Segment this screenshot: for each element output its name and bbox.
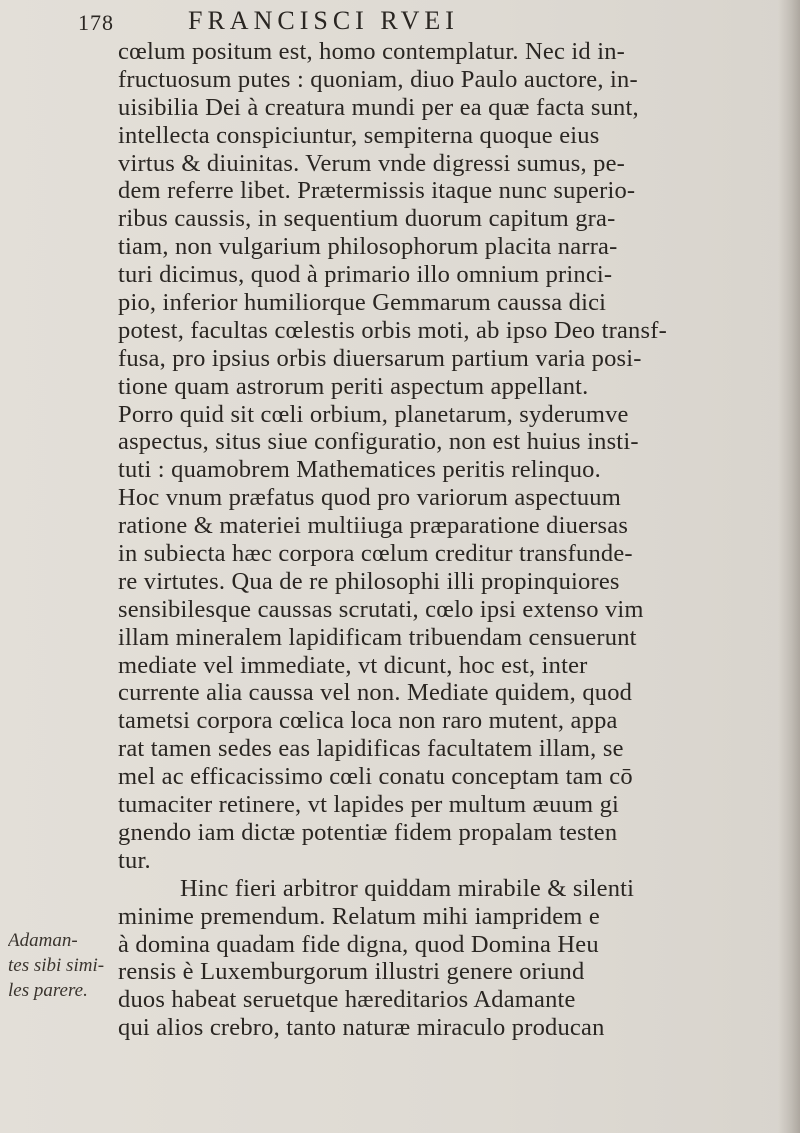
text-line: virtus & diuinitas. Verum vnde digressi sumus, pe- [118,149,625,177]
text-line: mel ac efficacissimo cœli conatu conceptam tam cō [118,763,633,791]
text-line: tione quam astrorum periti aspectum appellant. [118,372,589,400]
text-line: tur. [118,846,151,874]
text-line: re virtutes. Qua de re philosophi illi propinquiores [118,567,620,595]
text-line: currente alia caussa vel non. Mediate quidem, quod [118,679,633,707]
text-line: Porro quid sit cœli orbium, planetarum, syderumve [118,400,629,428]
text-line: sensibilesque caussas scrutati, cœlo ipsi extenso vim [118,595,644,623]
text-line: turi dicimus, quod à primario illo omnium princi- [118,261,613,289]
text-line: mediate vel immediate, vt dicunt, hoc est, inter [118,651,588,679]
text-line: uisibilia Dei à creatura mundi per ea quæ facta sunt, [118,93,639,121]
text-line: tumaciter retinere, vt lapides per multum æuum gi [118,791,620,819]
text-line: ribus caussis, in sequentium duorum capitum gra- [118,205,616,233]
marginal-note-line: Adaman- [8,930,78,951]
text-line: dem referre libet. Prætermissis itaque nunc superio- [118,177,636,205]
marginal-note [8,928,118,1003]
text-line: duos habeat seruetque hæreditarios Adamante [118,986,576,1014]
text-line: tuti : quamobrem Mathematices peritis relinquo. [118,456,601,484]
marginal-note-line: tes sibi simi- [8,955,105,976]
text-line: potest, facultas cœlestis orbis moti, ab ipso Deo transf- [118,316,667,344]
text-line: aspectus, situs siue configuratio, non est huius insti- [118,428,639,456]
page-edge-shadow [778,0,800,1133]
text-line: Hinc fieri arbitror quiddam mirabile & silenti [180,874,635,902]
text-line: fusa, pro ipsius orbis diuersarum partium varia posi- [118,344,642,372]
text-line: cœlum positum est, homo contemplatur. Nec id in- [118,38,626,65]
page-header [78,4,778,38]
text-line: in subiecta hæc corpora cœlum creditur transfunde- [118,540,633,568]
page-number: 178 [78,10,114,35]
text-line: qui alios crebro, tanto naturæ miraculo producan [118,1014,605,1042]
text-line: rensis è Luxemburgorum illustri genere oriund [118,958,585,986]
text-line: tiam, non vulgarium philosophorum placita narra- [118,233,618,261]
text-line: intellecta conspiciuntur, sempiterna quoque eius [118,121,600,149]
text-line: gnendo iam dictæ potentiæ fidem propalam testen [118,818,618,846]
text-line: ratione & materiei multiiuga præparatione diuersas [118,512,629,540]
text-line: rat tamen sedes eas lapidificas facultatem illam, se [118,735,624,763]
text-line: à domina quadam fide digna, quod Domina Heu [118,930,599,958]
running-title: FRANCISCI RVEI [188,6,459,35]
body-text [118,38,778,1042]
text-line: tametsi corpora cœlica loca non raro mutent, appa [118,707,618,735]
text-line: minime premendum. Relatum mihi iampridem e [118,902,600,930]
text-line: fructuosum putes : quoniam, diuo Paulo auctore, in- [118,65,638,93]
text-line: Hoc vnum præfatus quod pro variorum aspectuum [118,484,621,512]
marginal-note-line: les parere. [8,980,88,1001]
text-line: pio, inferior humiliorque Gemmarum caussa dici [118,289,607,317]
text-line: illam mineralem lapidificam tribuendam censuerunt [118,623,637,651]
